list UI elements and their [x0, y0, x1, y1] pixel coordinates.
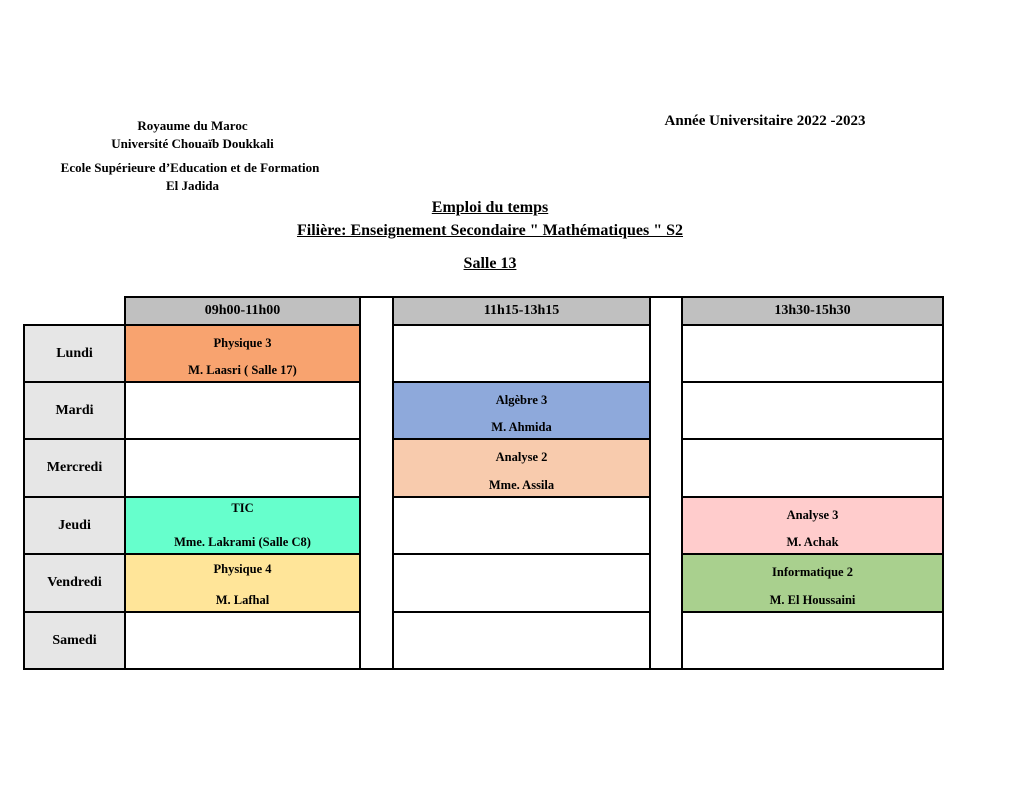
- empty-mardi-slot1: [124, 381, 361, 440]
- empty-mardi-slot3: [681, 381, 944, 440]
- course-subject: Physique 3: [213, 336, 272, 350]
- empty-mercredi-slot1: [124, 438, 361, 498]
- day-label-jeudi: Jeudi: [23, 496, 126, 555]
- empty-samedi-slot3: [681, 611, 944, 670]
- course-subject: Analyse 3: [786, 508, 839, 522]
- course-teacher: M. Laasri ( Salle 17): [188, 363, 297, 377]
- course-vendredi-slot3: [681, 553, 944, 613]
- empty-samedi-slot2: [392, 611, 651, 670]
- program-title: Filière: Enseignement Secondaire " Mathématiques " S2: [296, 222, 684, 239]
- day-label-lundi: Lundi: [23, 324, 126, 383]
- course-teacher: M. El Houssaini: [769, 593, 856, 607]
- slot-header-2: 11h15-13h15: [392, 296, 651, 326]
- course-subject: Algèbre 3: [495, 393, 548, 407]
- day-label-samedi: Samedi: [23, 611, 126, 670]
- slot-header-3: 13h30-15h30: [681, 296, 944, 326]
- course-subject: Informatique 2: [772, 565, 853, 579]
- course-teacher: M. Lafhal: [215, 593, 270, 607]
- course-mercredi-slot2: [392, 438, 651, 498]
- course-jeudi-slot3: [681, 496, 944, 555]
- empty-vendredi-slot2: [392, 553, 651, 613]
- course-lundi-slot1: [124, 324, 361, 383]
- course-teacher: Mme. Assila: [488, 478, 555, 492]
- course-subject: Analyse 2: [495, 450, 548, 464]
- institution-line-school: Ecole Supérieure d’Education et de Formation: [60, 160, 320, 175]
- course-jeudi-slot1: [124, 496, 361, 555]
- course-teacher: M. Ahmida: [491, 420, 552, 434]
- day-label-mercredi: Mercredi: [23, 438, 126, 498]
- course-subject: Physique 4: [213, 562, 272, 576]
- course-vendredi-slot1: [124, 553, 361, 613]
- institution-line-kingdom: Royaume du Maroc: [137, 118, 248, 133]
- empty-samedi-slot1: [124, 611, 361, 670]
- slot-header-1: 09h00-11h00: [124, 296, 361, 326]
- empty-jeudi-slot2: [392, 496, 651, 555]
- room-title: Salle 13: [463, 255, 517, 272]
- day-label-vendredi: Vendredi: [23, 553, 126, 613]
- empty-lundi-slot3: [681, 324, 944, 383]
- course-subject: TIC: [231, 501, 254, 515]
- break-column-2: [649, 296, 683, 670]
- empty-mercredi-slot3: [681, 438, 944, 498]
- timetable-title: Emploi du temps: [431, 199, 549, 216]
- course-mardi-slot2: [392, 381, 651, 440]
- institution-line-university: Université Chouaïb Doukkali: [111, 136, 274, 151]
- empty-lundi-slot2: [392, 324, 651, 383]
- day-label-mardi: Mardi: [23, 381, 126, 440]
- course-teacher: Mme. Lakrami (Salle C8): [174, 535, 311, 549]
- course-teacher: M. Achak: [786, 535, 839, 549]
- institution-line-city: El Jadida: [165, 178, 220, 193]
- break-column-1: [359, 296, 394, 670]
- academic-year: Année Universitaire 2022 -2023: [664, 113, 866, 129]
